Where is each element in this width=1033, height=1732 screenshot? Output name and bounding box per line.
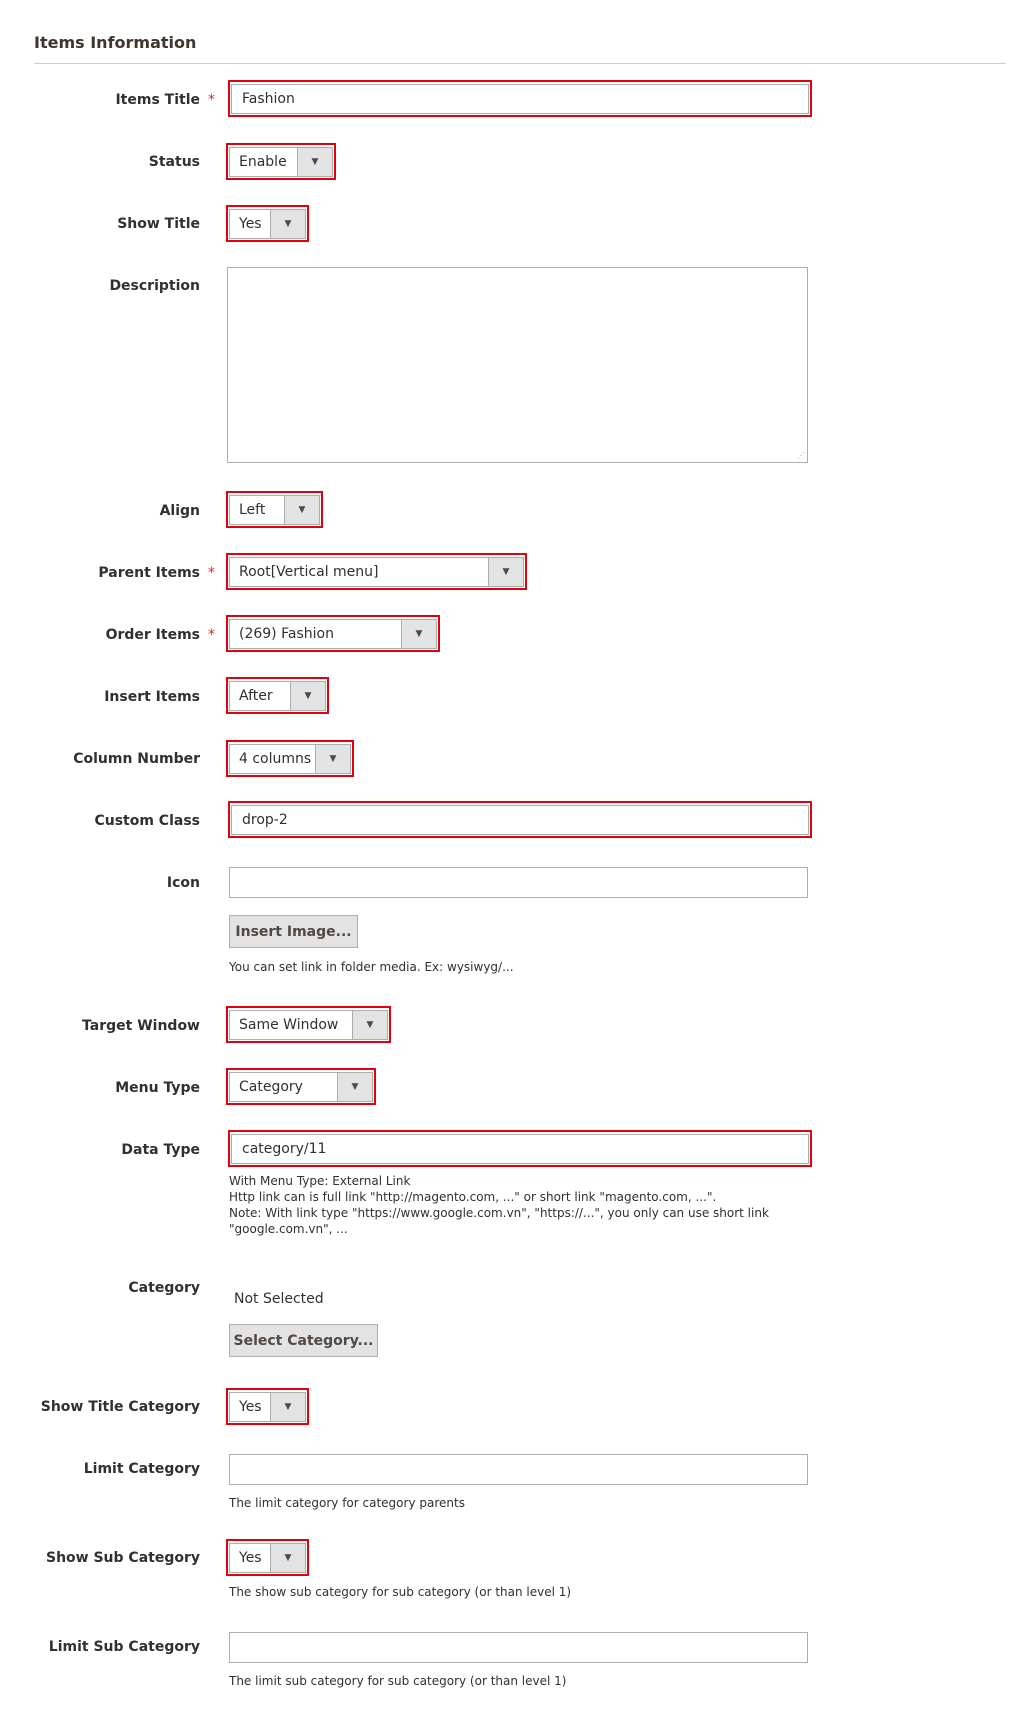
chevron-down-icon: ▼	[315, 745, 350, 773]
chevron-down-icon: ▼	[401, 620, 436, 648]
icon-note: You can set link in folder media. Ex: wysiwyg/...	[229, 960, 514, 974]
chevron-down-icon: ▼	[337, 1073, 372, 1101]
items-title-label: Items Title	[115, 92, 200, 108]
chevron-down-icon: ▼	[297, 148, 332, 176]
show-title-category-label: Show Title Category	[40, 1399, 200, 1415]
icon-input[interactable]	[229, 867, 808, 898]
status-select[interactable]	[229, 147, 333, 177]
column-number-label: Column Number	[73, 751, 200, 767]
limit-category-input[interactable]	[229, 1454, 808, 1485]
required-marker: *	[208, 627, 215, 643]
show-title-label: Show Title	[117, 216, 200, 232]
target-window-select[interactable]	[229, 1010, 388, 1040]
required-marker: *	[208, 92, 215, 108]
parent-items-label: Parent Items	[98, 565, 200, 581]
align-select[interactable]	[229, 495, 320, 525]
data-type-note-line: Http link can is full link "http://magento.com, ..." or short link "magento.com, ...".	[229, 1190, 717, 1204]
select-category-button[interactable]: Select Category...	[229, 1324, 378, 1357]
column-number-select[interactable]	[229, 744, 351, 774]
data-type-input[interactable]: category/11	[231, 1134, 809, 1164]
target-window-value: Same Window	[239, 1017, 339, 1033]
order-items-label: Order Items	[105, 627, 200, 643]
chevron-down-icon: ▼	[290, 682, 325, 710]
description-label: Description	[109, 278, 200, 294]
section-divider	[34, 63, 1006, 64]
chevron-down-icon: ▼	[270, 1393, 305, 1421]
target-window-label: Target Window	[82, 1018, 200, 1034]
required-marker: *	[208, 565, 215, 581]
order-items-value: (269) Fashion	[239, 626, 334, 642]
custom-class-label: Custom Class	[94, 813, 200, 829]
limit-category-note: The limit category for category parents	[229, 1496, 465, 1510]
show-sub-category-note: The show sub category for sub category (or than level 1)	[229, 1585, 572, 1599]
section-title: Items Information	[34, 33, 197, 52]
show-sub-category-select[interactable]	[229, 1543, 306, 1573]
icon-label: Icon	[166, 875, 200, 891]
limit-sub-category-label: Limit Sub Category	[48, 1639, 200, 1655]
show-title-category-value: Yes	[239, 1399, 262, 1415]
data-type-label: Data Type	[121, 1142, 200, 1158]
chevron-down-icon: ▼	[488, 558, 523, 586]
chevron-down-icon: ▼	[352, 1011, 387, 1039]
data-type-note-line: "google.com.vn", ...	[229, 1222, 348, 1236]
show-title-category-select[interactable]	[229, 1392, 306, 1422]
parent-items-value: Root[Vertical menu]	[239, 564, 379, 580]
show-title-value: Yes	[239, 216, 262, 232]
custom-class-input[interactable]: drop-2	[231, 805, 809, 835]
insert-image-button[interactable]: Insert Image...	[229, 915, 358, 948]
status-value: Enable	[239, 154, 287, 170]
parent-items-select[interactable]	[229, 557, 524, 587]
description-textarea[interactable]	[227, 267, 808, 463]
column-number-value: 4 columns	[239, 751, 312, 767]
order-items-select[interactable]	[229, 619, 437, 649]
limit-sub-category-note: The limit sub category for sub category (or than level 1)	[229, 1674, 567, 1688]
show-title-select[interactable]	[229, 209, 306, 239]
resize-grip-icon[interactable]: ⋰	[797, 451, 805, 460]
status-label: Status	[148, 154, 200, 170]
show-sub-category-value: Yes	[239, 1550, 262, 1566]
category-label: Category	[128, 1280, 200, 1296]
chevron-down-icon: ▼	[284, 496, 319, 524]
data-type-note	[229, 1173, 769, 1237]
limit-sub-category-input[interactable]	[229, 1632, 808, 1663]
limit-category-label: Limit Category	[83, 1461, 200, 1477]
items-title-input[interactable]: Fashion	[231, 84, 809, 114]
chevron-down-icon: ▼	[270, 1544, 305, 1572]
align-label: Align	[159, 503, 200, 519]
menu-type-select[interactable]	[229, 1072, 373, 1102]
menu-type-value: Category	[239, 1079, 303, 1095]
insert-items-value: After	[239, 688, 273, 704]
menu-type-label: Menu Type	[115, 1080, 200, 1096]
insert-items-label: Insert Items	[104, 689, 200, 705]
align-value: Left	[239, 502, 266, 518]
insert-items-select[interactable]	[229, 681, 326, 711]
category-value: Not Selected	[234, 1291, 324, 1307]
data-type-note-line: Note: With link type "https://www.google.com.vn", "https://...", you only can use short link	[229, 1206, 769, 1220]
data-type-note-line: With Menu Type: External Link	[229, 1174, 411, 1188]
chevron-down-icon: ▼	[270, 210, 305, 238]
show-sub-category-label: Show Sub Category	[46, 1550, 200, 1566]
